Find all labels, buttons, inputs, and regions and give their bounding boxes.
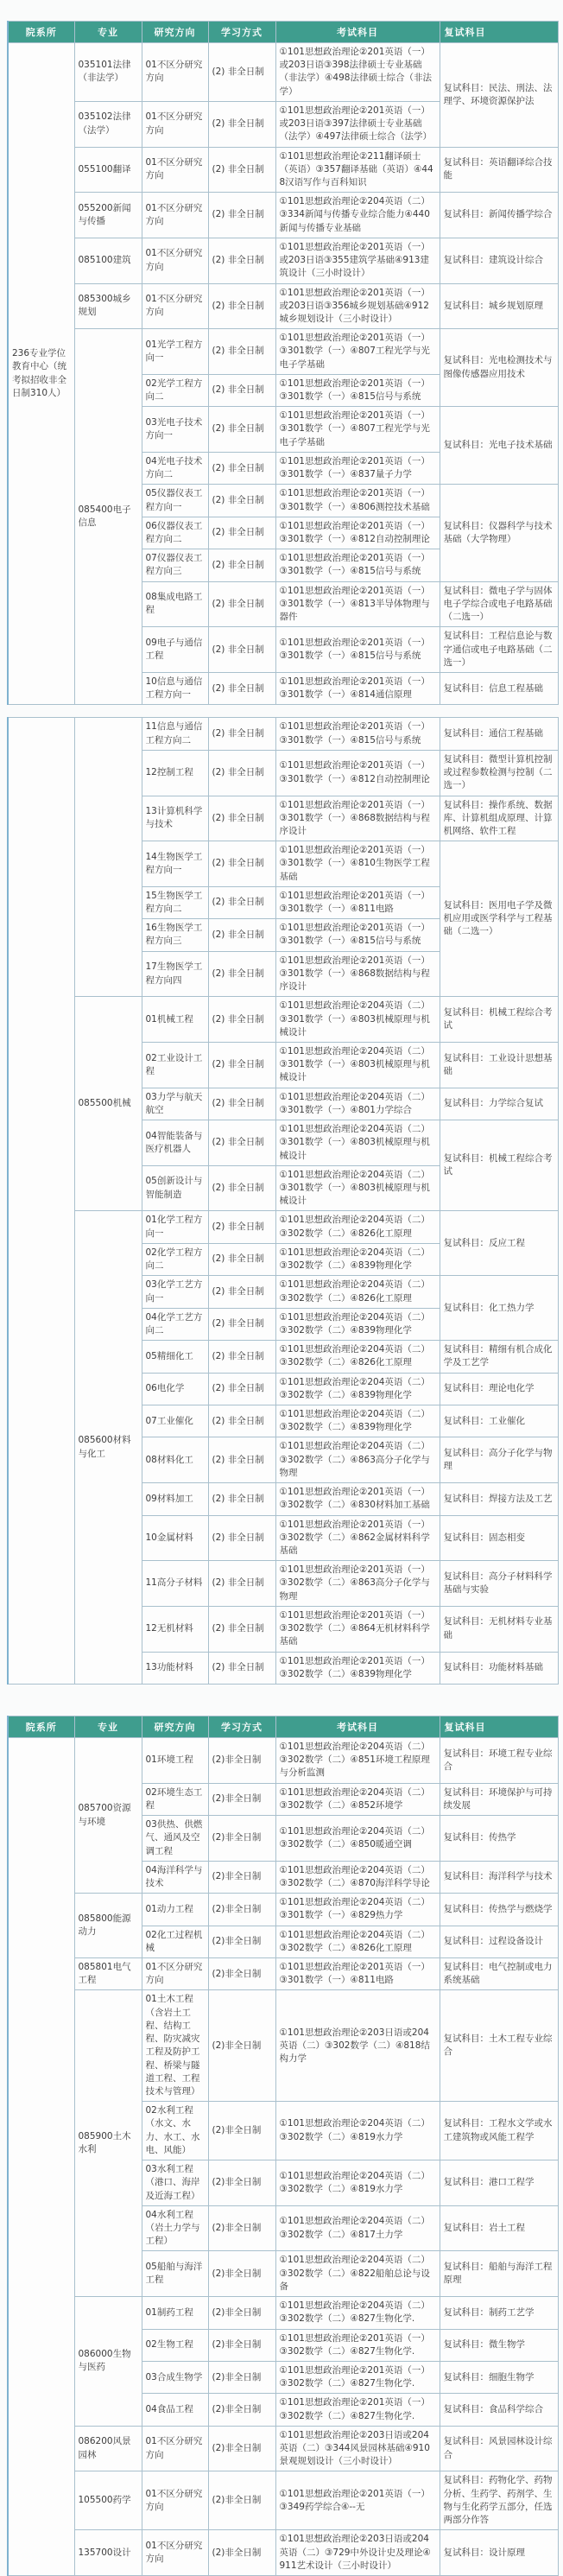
- direction-cell: 01不区分研究方向: [142, 2426, 208, 2471]
- direction-cell: 05船舶与海洋工程: [142, 2251, 208, 2297]
- direction-cell: 11高分子材料: [142, 1561, 208, 1607]
- direction-cell: 13计算机科学与技术: [142, 796, 208, 841]
- direction-cell: 04光电子技术方向二: [142, 452, 208, 484]
- admissions-table-2: [7, 717, 559, 1685]
- study-mode-cell: (2)非全日制: [208, 1783, 275, 1815]
- direction-cell: 01机械工程: [142, 997, 208, 1043]
- direction-cell: 02化学工程方向二: [142, 1243, 208, 1275]
- column-header-dept: 院系所: [8, 22, 74, 43]
- direction-cell: 03供热、供燃气、通风及空调工程: [142, 1816, 208, 1862]
- direction-cell: 09材料加工: [142, 1483, 208, 1515]
- exam-subjects-cell: ①101思想政治理论②201英语（一）③301数学（一）④807工程光学与光电子学基础: [275, 329, 440, 375]
- retest-subjects-cell: 复试科目：风景园林设计综合: [440, 2426, 558, 2471]
- retest-subjects-cell: 复试科目：信息工程基础: [440, 672, 558, 704]
- study-mode-cell: (2) 非全日制: [208, 43, 275, 102]
- direction-cell: 03光电子技术方向一: [142, 407, 208, 453]
- retest-subjects-cell: 复试科目：民法、刑法、法理学、环境资源保护法: [440, 43, 558, 148]
- study-mode-cell: (2) 非全日制: [208, 1043, 275, 1088]
- direction-cell: 05创新设计与智能制造: [142, 1165, 208, 1211]
- retest-subjects-cell: 复试科目：反应工程: [440, 1211, 558, 1276]
- retest-subjects-cell: 复试科目：设计原理: [440, 2530, 558, 2576]
- major-cell: 085100建筑: [74, 238, 142, 283]
- exam-subjects-cell: ①101思想政治理论②201英语（一）③301数学（一）④811电路: [275, 1958, 440, 1990]
- table-row: [8, 2471, 558, 2530]
- exam-subjects-cell: ①101思想政治理论②201英语（一）③301数学（一）④812自动控制理论: [275, 750, 440, 796]
- exam-subjects-cell: ①101思想政治理论②201英语（一）③302数学（二）④830材料加工基础: [275, 1483, 440, 1515]
- header-row: [8, 1716, 558, 1737]
- study-mode-cell: (2)非全日制: [208, 1894, 275, 1926]
- major-cell: 085801电气工程: [74, 1958, 142, 1990]
- retest-subjects-cell: 复试科目：机械工程综合考试: [440, 997, 558, 1043]
- major-cell: 055200新闻与传播: [74, 193, 142, 238]
- study-mode-cell: (2) 非全日制: [208, 1437, 275, 1483]
- study-mode-cell: (2)非全日制: [208, 2160, 275, 2206]
- table-row: [8, 329, 558, 375]
- direction-cell: 01不区分研究方向: [142, 1958, 208, 1990]
- exam-subjects-cell: ①101思想政治理论②204英语（二）③302数学（二）④839物理化学: [275, 1373, 440, 1405]
- direction-cell: 07仪器仪表工程方向三: [142, 549, 208, 581]
- direction-cell: 01不区分研究方向: [142, 101, 208, 147]
- retest-subjects-cell: 复试科目：固态相变: [440, 1515, 558, 1561]
- study-mode-cell: (2) 非全日制: [208, 1606, 275, 1652]
- direction-cell: 17生物医学工程方向四: [142, 951, 208, 997]
- retest-subjects-cell: 复试科目：仪器科学与技术基础（大学物理）: [440, 485, 558, 581]
- study-mode-cell: (2)非全日制: [208, 1737, 275, 1783]
- exam-subjects-cell: ①101思想政治理论②204英语（二）③302数学（二）④839物理化学: [275, 1308, 440, 1340]
- study-mode-cell: (2) 非全日制: [208, 329, 275, 375]
- direction-cell: 13功能材料: [142, 1652, 208, 1684]
- retest-subjects-cell: 复试科目：港口工程学: [440, 2160, 558, 2206]
- study-mode-cell: (2)非全日制: [208, 2251, 275, 2297]
- study-mode-cell: (2) 非全日制: [208, 1515, 275, 1561]
- table-row: [8, 1990, 558, 2102]
- exam-subjects-cell: ①101思想政治理论②201英语（一）③301数学（一）④813半导体物理与器件: [275, 581, 440, 627]
- direction-cell: 11信息与通信工程方向二: [142, 718, 208, 750]
- direction-cell: 02环境生态工程: [142, 1783, 208, 1815]
- retest-subjects-cell: 复试科目：机械工程综合考试: [440, 1120, 558, 1211]
- table-row: [8, 147, 558, 193]
- column-header-exam: 考试科目: [275, 1716, 440, 1737]
- study-mode-cell: (2) 非全日制: [208, 1341, 275, 1373]
- retest-subjects-cell: 复试科目：城乡规划原理: [440, 283, 558, 329]
- exam-subjects-cell: ①101思想政治理论②201英语（一）③302数学（二）④864无机材料科学基础: [275, 1606, 440, 1652]
- direction-cell: 06电化学: [142, 1373, 208, 1405]
- retest-subjects-cell: 复试科目：工业设计思想基础: [440, 1043, 558, 1088]
- exam-subjects-cell: ①101思想政治理论②204英语（二）③302数学（二）④870海洋科学导论: [275, 1861, 440, 1893]
- exam-subjects-cell: ①101思想政治理论②203日语或204英语（二）③302数学（二）④818结构力学: [275, 1990, 440, 2102]
- exam-subjects-cell: ①101思想政治理论②201英语（一）③349药学综合④--无: [275, 2471, 440, 2530]
- study-mode-cell: (2)非全日制: [208, 2102, 275, 2160]
- department-cell: 236专业学位教育中心（统考拟招收非全日制310人）: [8, 43, 74, 705]
- column-header-retest: 复试科目: [440, 1716, 558, 1737]
- retest-subjects-cell: 复试科目：微电子学与固体电子学综合或电子电路基础（二选一）: [440, 581, 558, 627]
- retest-subjects-cell: 复试科目：高分子材料科学基础与实验: [440, 1561, 558, 1607]
- study-mode-cell: (2) 非全日制: [208, 796, 275, 841]
- direction-cell: 07工业催化: [142, 1405, 208, 1437]
- exam-subjects-cell: ①101思想政治理论②204英语（二）③301数学（一）④803机械原理与机械设计: [275, 997, 440, 1043]
- study-mode-cell: (2) 非全日制: [208, 919, 275, 951]
- retest-subjects-cell: 复试科目：环境保护与可持续发展: [440, 1783, 558, 1815]
- table-row: [8, 1737, 558, 1783]
- study-mode-cell: (2) 非全日制: [208, 951, 275, 997]
- exam-subjects-cell: ①101思想政治理论②201英语（一）③301数学（一）④815信号与系统: [275, 718, 440, 750]
- study-mode-cell: (2) 非全日制: [208, 997, 275, 1043]
- direction-cell: 10信息与通信工程方向一: [142, 672, 208, 704]
- retest-subjects-cell: 复试科目：理论电化学: [440, 1373, 558, 1405]
- direction-cell: 01不区分研究方向: [142, 2530, 208, 2576]
- exam-subjects-cell: ①101思想政治理论②201英语（一）③301数学（一）④815信号与系统: [275, 374, 440, 406]
- direction-cell: 03水利工程（港口、海岸及近海工程）: [142, 2160, 208, 2206]
- exam-subjects-cell: ①101思想政治理论②201英语（一）③301数学（一）④814通信原理: [275, 672, 440, 704]
- column-header-mode: 学习方式: [208, 1716, 275, 1737]
- table-row: [8, 43, 558, 102]
- study-mode-cell: (2)非全日制: [208, 1861, 275, 1893]
- direction-cell: 01不区分研究方向: [142, 43, 208, 102]
- direction-cell: 02光学工程方向二: [142, 374, 208, 406]
- direction-cell: 02生物工程: [142, 2329, 208, 2361]
- department-cell: [8, 1737, 74, 2575]
- exam-subjects-cell: ①101思想政治理论②204英语（二）③301数学（一）④801力学综合: [275, 1088, 440, 1120]
- study-mode-cell: (2)非全日制: [208, 2205, 275, 2251]
- retest-subjects-cell: 复试科目：微生物学: [440, 2329, 558, 2361]
- direction-cell: 01不区分研究方向: [142, 283, 208, 329]
- direction-cell: 05精细化工: [142, 1341, 208, 1373]
- exam-subjects-cell: ①101思想政治理论②201英语（一）③301数学（一）④807工程光学与光电子学基础: [275, 407, 440, 453]
- exam-subjects-cell: ①101思想政治理论②203日语或204英语（二）③344风景园林基础④910景观规划设计（三小时设计）: [275, 2426, 440, 2471]
- direction-cell: 01不区分研究方向: [142, 147, 208, 193]
- retest-subjects-cell: 复试科目：电气控制或电力系统基础: [440, 1958, 558, 1990]
- direction-cell: 05仪器仪表工程方向一: [142, 485, 208, 517]
- direction-cell: 02水利工程（水文、水力、水工、水电、风能）: [142, 2102, 208, 2160]
- admissions-tables-container: [0, 21, 563, 2576]
- direction-cell: 09电子与通信工程: [142, 627, 208, 673]
- table-row: [8, 997, 558, 1043]
- header-row: [8, 22, 558, 43]
- study-mode-cell: (2)非全日制: [208, 2361, 275, 2393]
- exam-subjects-cell: ①101思想政治理论②201英语（一）或203日语③355建筑学基础④913建筑设计（三小时设计）: [275, 238, 440, 283]
- retest-subjects-cell: 复试科目：精细有机合成化学及工艺学: [440, 1341, 558, 1373]
- direction-cell: 01不区分研究方向: [142, 238, 208, 283]
- direction-cell: 04智能装备与医疗机器人: [142, 1120, 208, 1166]
- major-cell: 085900土木水利: [74, 1990, 142, 2297]
- admissions-table-1: [7, 21, 559, 705]
- direction-cell: 04海洋科学与技术: [142, 1861, 208, 1893]
- exam-subjects-cell: ①101思想政治理论②201英语（一）③301数学（一）④810生物医学工程基础: [275, 841, 440, 887]
- retest-subjects-cell: 复试科目：操作系统、数据库、计算机组成原理、计算机网络、软件工程: [440, 796, 558, 841]
- exam-subjects-cell: ①101思想政治理论②204英语（二）③302数学（二）④826化工原理: [275, 1926, 440, 1957]
- retest-subjects-cell: 复试科目：细胞生物学: [440, 2361, 558, 2393]
- exam-subjects-cell: ①101思想政治理论②201英语（一）③301数学（一）④815信号与系统: [275, 549, 440, 581]
- retest-subjects-cell: 复试科目：岩土工程: [440, 2205, 558, 2251]
- major-cell: 135700设计: [74, 2530, 142, 2576]
- major-cell: 086000生物与医药: [74, 2297, 142, 2427]
- study-mode-cell: (2) 非全日制: [208, 1483, 275, 1515]
- table-row: [8, 238, 558, 283]
- direction-cell: 03力学与航天航空: [142, 1088, 208, 1120]
- study-mode-cell: (2) 非全日制: [208, 407, 275, 453]
- direction-cell: 01制药工程: [142, 2297, 208, 2329]
- table-row: [8, 1894, 558, 1926]
- study-mode-cell: (2) 非全日制: [208, 1373, 275, 1405]
- study-mode-cell: (2)非全日制: [208, 2471, 275, 2530]
- exam-subjects-cell: ①101思想政治理论②211翻译硕士（英语）③357翻译基础（英语）④448汉语写作与百科知识: [275, 147, 440, 193]
- column-header-dept: 院系所: [8, 1716, 74, 1737]
- direction-cell: 08集成电路工程: [142, 581, 208, 627]
- study-mode-cell: (2) 非全日制: [208, 238, 275, 283]
- study-mode-cell: (2) 非全日制: [208, 841, 275, 887]
- retest-subjects-cell: 复试科目：药物化学、药物分析、生药学、药剂学、生物与生化药学五部分，任选两部分作答: [440, 2471, 558, 2530]
- retest-subjects-cell: 复试科目：工业催化: [440, 1405, 558, 1437]
- exam-subjects-cell: ①101思想政治理论②201英语（一）③301数学（一）④811电路: [275, 886, 440, 918]
- column-header-retest: 复试科目: [440, 22, 558, 43]
- retest-subjects-cell: 复试科目：土木工程专业综合: [440, 1990, 558, 2102]
- retest-subjects-cell: 复试科目：通信工程基础: [440, 718, 558, 750]
- table-row: [8, 1958, 558, 1990]
- exam-subjects-cell: ①101思想政治理论②204英语（二）③302数学（二）④852环境学: [275, 1783, 440, 1815]
- direction-cell: 04水利工程（岩土力学与工程）: [142, 2205, 208, 2251]
- study-mode-cell: (2)非全日制: [208, 2530, 275, 2576]
- study-mode-cell: (2) 非全日制: [208, 581, 275, 627]
- exam-subjects-cell: ①101思想政治理论②204英语（二）③302数学（二）④827生物化学.: [275, 2297, 440, 2329]
- retest-subjects-cell: 复试科目：过程设备设计: [440, 1926, 558, 1957]
- direction-cell: 01土木工程（含岩土工程、结构工程、防灾减灾工程及防护工程、桥梁与隧道工程、工程技术与管理）: [142, 1990, 208, 2102]
- retest-subjects-cell: 复试科目：英语翻译综合技能: [440, 147, 558, 193]
- exam-subjects-cell: ①101思想政治理论②204英语（二）③302数学（二）④851环境工程原理与分析监测: [275, 1737, 440, 1783]
- direction-cell: 10金属材料: [142, 1515, 208, 1561]
- exam-subjects-cell: ①101思想政治理论②204英语（二）③302数学（二）④826化工原理: [275, 1211, 440, 1243]
- study-mode-cell: (2) 非全日制: [208, 147, 275, 193]
- study-mode-cell: (2) 非全日制: [208, 672, 275, 704]
- direction-cell: 16生物医学工程方向三: [142, 919, 208, 951]
- retest-subjects-cell: 复试科目：建筑设计综合: [440, 238, 558, 283]
- study-mode-cell: (2) 非全日制: [208, 485, 275, 517]
- study-mode-cell: (2) 非全日制: [208, 283, 275, 329]
- retest-subjects-cell: 复试科目：微型计算机控制或过程参数检测与控制（二选一）: [440, 750, 558, 796]
- table-row: [8, 2530, 558, 2576]
- retest-subjects-cell: 复试科目：高分子化学与物理: [440, 1437, 558, 1483]
- exam-subjects-cell: ①101思想政治理论②204英语（二）③302数学（二）④863高分子化学与物理: [275, 1437, 440, 1483]
- retest-subjects-cell: 复试科目：无机材料专业基础: [440, 1606, 558, 1652]
- study-mode-cell: (2) 非全日制: [208, 1405, 275, 1437]
- major-cell: [74, 718, 142, 997]
- retest-subjects-cell: 复试科目：工程水文学或水工建筑物或风能工程学: [440, 2102, 558, 2160]
- exam-subjects-cell: ①101思想政治理论②201英语（一）③301数学（一）④815信号与系统: [275, 627, 440, 673]
- direction-cell: 02工业设计工程: [142, 1043, 208, 1088]
- exam-subjects-cell: ①101思想政治理论②201英语（一）③302数学（二）④839物理化学: [275, 1652, 440, 1684]
- exam-subjects-cell: ①101思想政治理论②201英语（一）③302数学（二）④863高分子化学与物理: [275, 1561, 440, 1607]
- major-cell: 085400电子信息: [74, 329, 142, 705]
- exam-subjects-cell: ①101思想政治理论②204英语（二）③301数学（一）④829热力学: [275, 1894, 440, 1926]
- exam-subjects-cell: ①101思想政治理论②204英语（二）③302数学（二）④817土力学: [275, 2205, 440, 2251]
- study-mode-cell: (2)非全日制: [208, 1958, 275, 1990]
- exam-subjects-cell: ①101思想政治理论②201英语（一）③302数学（二）④827生物化学.: [275, 2394, 440, 2426]
- column-header-mode: 学习方式: [208, 22, 275, 43]
- table-row: [8, 1211, 558, 1243]
- major-cell: 085500机械: [74, 997, 142, 1211]
- study-mode-cell: (2) 非全日制: [208, 1165, 275, 1211]
- exam-subjects-cell: ①101思想政治理论②201英语（一）③302数学（二）④862金属材料科学基础: [275, 1515, 440, 1561]
- exam-subjects-cell: ①101思想政治理论②204英语（二）③301数学（一）④803机械原理与机械设计: [275, 1043, 440, 1088]
- major-cell: 035102法律（法学）: [74, 101, 142, 147]
- retest-subjects-cell: 复试科目：光电子技术基础: [440, 407, 558, 485]
- study-mode-cell: (2) 非全日制: [208, 1243, 275, 1275]
- study-mode-cell: (2) 非全日制: [208, 374, 275, 406]
- retest-subjects-cell: 复试科目：工程信息论与数字通信或电子电路基础（二选一）: [440, 627, 558, 673]
- retest-subjects-cell: 复试科目：新闻传播学综合: [440, 193, 558, 238]
- retest-subjects-cell: 复试科目：传热学: [440, 1816, 558, 1862]
- exam-subjects-cell: ①101思想政治理论②201英语（一）③301数学（一）④806测控技术基础: [275, 485, 440, 517]
- study-mode-cell: (2) 非全日制: [208, 1308, 275, 1340]
- major-cell: 086200风景园林: [74, 2426, 142, 2471]
- direction-cell: 12无机材料: [142, 1606, 208, 1652]
- direction-cell: 03合成生物学: [142, 2361, 208, 2393]
- major-cell: 085600材料与化工: [74, 1211, 142, 1685]
- study-mode-cell: (2)非全日制: [208, 1926, 275, 1957]
- retest-subjects-cell: 复试科目：制药工艺学: [440, 2297, 558, 2329]
- retest-subjects-cell: 复试科目：焊接方法及工艺: [440, 1483, 558, 1515]
- retest-subjects-cell: 复试科目：医用电子学及微机应用或医学科学与工程基础（二选一）: [440, 841, 558, 997]
- table-row: [8, 2426, 558, 2471]
- study-mode-cell: (2)非全日制: [208, 1816, 275, 1862]
- study-mode-cell: (2) 非全日制: [208, 1561, 275, 1607]
- column-header-exam: 考试科目: [275, 22, 440, 43]
- direction-cell: 01环境工程: [142, 1737, 208, 1783]
- exam-subjects-cell: ①101思想政治理论②201英语（一）③301数学（一）④812自动控制理论: [275, 517, 440, 549]
- exam-subjects-cell: ①101思想政治理论②201英语（一）③301数学（一）④837量子力学: [275, 452, 440, 484]
- admissions-table-3: [7, 1716, 559, 2576]
- department-cell: [8, 718, 74, 1685]
- major-cell: 105500药学: [74, 2471, 142, 2530]
- exam-subjects-cell: ①101思想政治理论②201英语（一）③301数学（一）④815信号与系统: [275, 919, 440, 951]
- exam-subjects-cell: ①101思想政治理论②201英语（一）或203日语③356城乡规划基础④912城乡规划设计（三小时设计）: [275, 283, 440, 329]
- column-header-major: 专业: [74, 1716, 142, 1737]
- study-mode-cell: (2) 非全日制: [208, 1088, 275, 1120]
- direction-cell: 04化学工艺方向二: [142, 1308, 208, 1340]
- study-mode-cell: (2) 非全日制: [208, 886, 275, 918]
- study-mode-cell: (2) 非全日制: [208, 549, 275, 581]
- exam-subjects-cell: ①101思想政治理论②204英语（二）③302数学（二）④826化工原理: [275, 1276, 440, 1308]
- study-mode-cell: (2)非全日制: [208, 1990, 275, 2102]
- major-cell: 085700资源与环境: [74, 1737, 142, 1893]
- column-header-direction: 研究方向: [142, 22, 208, 43]
- study-mode-cell: (2)非全日制: [208, 2329, 275, 2361]
- study-mode-cell: (2) 非全日制: [208, 1211, 275, 1243]
- exam-subjects-cell: ①101思想政治理论②204英语（二）③301数学（一）④803机械原理与机械设计: [275, 1120, 440, 1166]
- table-row: [8, 193, 558, 238]
- major-cell: 085800能源动力: [74, 1894, 142, 1958]
- major-cell: 035101法律（非法学）: [74, 43, 142, 102]
- exam-subjects-cell: ①101思想政治理论②204英语（二）③302数学（二）④819水力学: [275, 2102, 440, 2160]
- retest-subjects-cell: 复试科目：环境工程专业综合: [440, 1737, 558, 1783]
- retest-subjects-cell: 复试科目：传热学与燃烧学: [440, 1894, 558, 1926]
- study-mode-cell: (2) 非全日制: [208, 1276, 275, 1308]
- exam-subjects-cell: ①101思想政治理论②204英语（二）③302数学（二）④819水力学: [275, 2160, 440, 2206]
- exam-subjects-cell: ①101思想政治理论②201英语（一）③301数学（一）④868数据结构与程序设计: [275, 796, 440, 841]
- retest-subjects-cell: 复试科目：船舶与海洋工程原理: [440, 2251, 558, 2297]
- direction-cell: 12控制工程: [142, 750, 208, 796]
- table-row: [8, 2297, 558, 2329]
- table-row: [8, 718, 558, 750]
- table-row: [8, 283, 558, 329]
- direction-cell: 02化工过程机械: [142, 1926, 208, 1957]
- exam-subjects-cell: ①101思想政治理论②201英语（一）或203日语③397法律硕士专业基础（法学）④497法律硕士综合（法学）: [275, 101, 440, 147]
- study-mode-cell: (2) 非全日制: [208, 1652, 275, 1684]
- retest-subjects-cell: 复试科目：功能材料基础: [440, 1652, 558, 1684]
- major-cell: 085300城乡规划: [74, 283, 142, 329]
- direction-cell: 03化学工艺方向一: [142, 1276, 208, 1308]
- exam-subjects-cell: ①101思想政治理论②201英语（一）③301数学（一）④868数据结构与程序设计: [275, 951, 440, 997]
- study-mode-cell: (2) 非全日制: [208, 750, 275, 796]
- direction-cell: 08材料化工: [142, 1437, 208, 1483]
- direction-cell: 01光学工程方向一: [142, 329, 208, 375]
- direction-cell: 01不区分研究方向: [142, 193, 208, 238]
- direction-cell: 01化学工程方向一: [142, 1211, 208, 1243]
- direction-cell: 15生物医学工程方向二: [142, 886, 208, 918]
- exam-subjects-cell: ①101思想政治理论②201英语（一）或203日语③398法律硕士专业基础（非法学）④498法律硕士综合（非法学）: [275, 43, 440, 102]
- direction-cell: 04食品工程: [142, 2394, 208, 2426]
- direction-cell: 06仪器仪表工程方向二: [142, 517, 208, 549]
- study-mode-cell: (2)非全日制: [208, 2297, 275, 2329]
- direction-cell: 01动力工程: [142, 1894, 208, 1926]
- exam-subjects-cell: ①101思想政治理论②201英语（一）③302数学（二）④827生物化学.: [275, 2361, 440, 2393]
- exam-subjects-cell: ①101思想政治理论②203日语或204英语（二）③729中外设计史及理论④911艺术设计（三小时设计）: [275, 2530, 440, 2576]
- study-mode-cell: (2) 非全日制: [208, 627, 275, 673]
- direction-cell: 14生物医学工程方向一: [142, 841, 208, 887]
- exam-subjects-cell: ①101思想政治理论②204英语（二）③302数学（二）④850暖通空调: [275, 1816, 440, 1862]
- retest-subjects-cell: 复试科目：食品科学综合: [440, 2394, 558, 2426]
- exam-subjects-cell: ①101思想政治理论②204英语（二）③301数学（一）④803机械原理与机械设计: [275, 1165, 440, 1211]
- retest-subjects-cell: 复试科目：光电检测技术与图像传感器应用技术: [440, 329, 558, 407]
- major-cell: 055100翻译: [74, 147, 142, 193]
- exam-subjects-cell: ①101思想政治理论②204英语（二）③302数学（二）④839物理化学: [275, 1243, 440, 1275]
- exam-subjects-cell: ①101思想政治理论②204英语（二）③302数学（二）④826化工原理: [275, 1341, 440, 1373]
- study-mode-cell: (2)非全日制: [208, 2426, 275, 2471]
- exam-subjects-cell: ①101思想政治理论②204英语（二）③334新闻与传播专业综合能力④440新闻与传播专业基础: [275, 193, 440, 238]
- study-mode-cell: (2) 非全日制: [208, 452, 275, 484]
- study-mode-cell: (2) 非全日制: [208, 1120, 275, 1166]
- column-header-major: 专业: [74, 22, 142, 43]
- study-mode-cell: (2) 非全日制: [208, 517, 275, 549]
- exam-subjects-cell: ①101思想政治理论②204英语（二）③302数学（二）④822船舶总论与设备: [275, 2251, 440, 2297]
- study-mode-cell: (2)非全日制: [208, 2394, 275, 2426]
- study-mode-cell: (2) 非全日制: [208, 101, 275, 147]
- study-mode-cell: (2) 非全日制: [208, 718, 275, 750]
- retest-subjects-cell: 复试科目：化工热力学: [440, 1276, 558, 1341]
- study-mode-cell: (2) 非全日制: [208, 193, 275, 238]
- column-header-direction: 研究方向: [142, 1716, 208, 1737]
- retest-subjects-cell: 复试科目：力学综合复试: [440, 1088, 558, 1120]
- retest-subjects-cell: 复试科目：海洋科学与技术: [440, 1861, 558, 1893]
- direction-cell: 01不区分研究方向: [142, 2471, 208, 2530]
- exam-subjects-cell: ①101思想政治理论②201英语（一）③302数学（二）④827生物化学.: [275, 2329, 440, 2361]
- exam-subjects-cell: ①101思想政治理论②204英语（二）③302数学（二）④839物理化学: [275, 1405, 440, 1437]
